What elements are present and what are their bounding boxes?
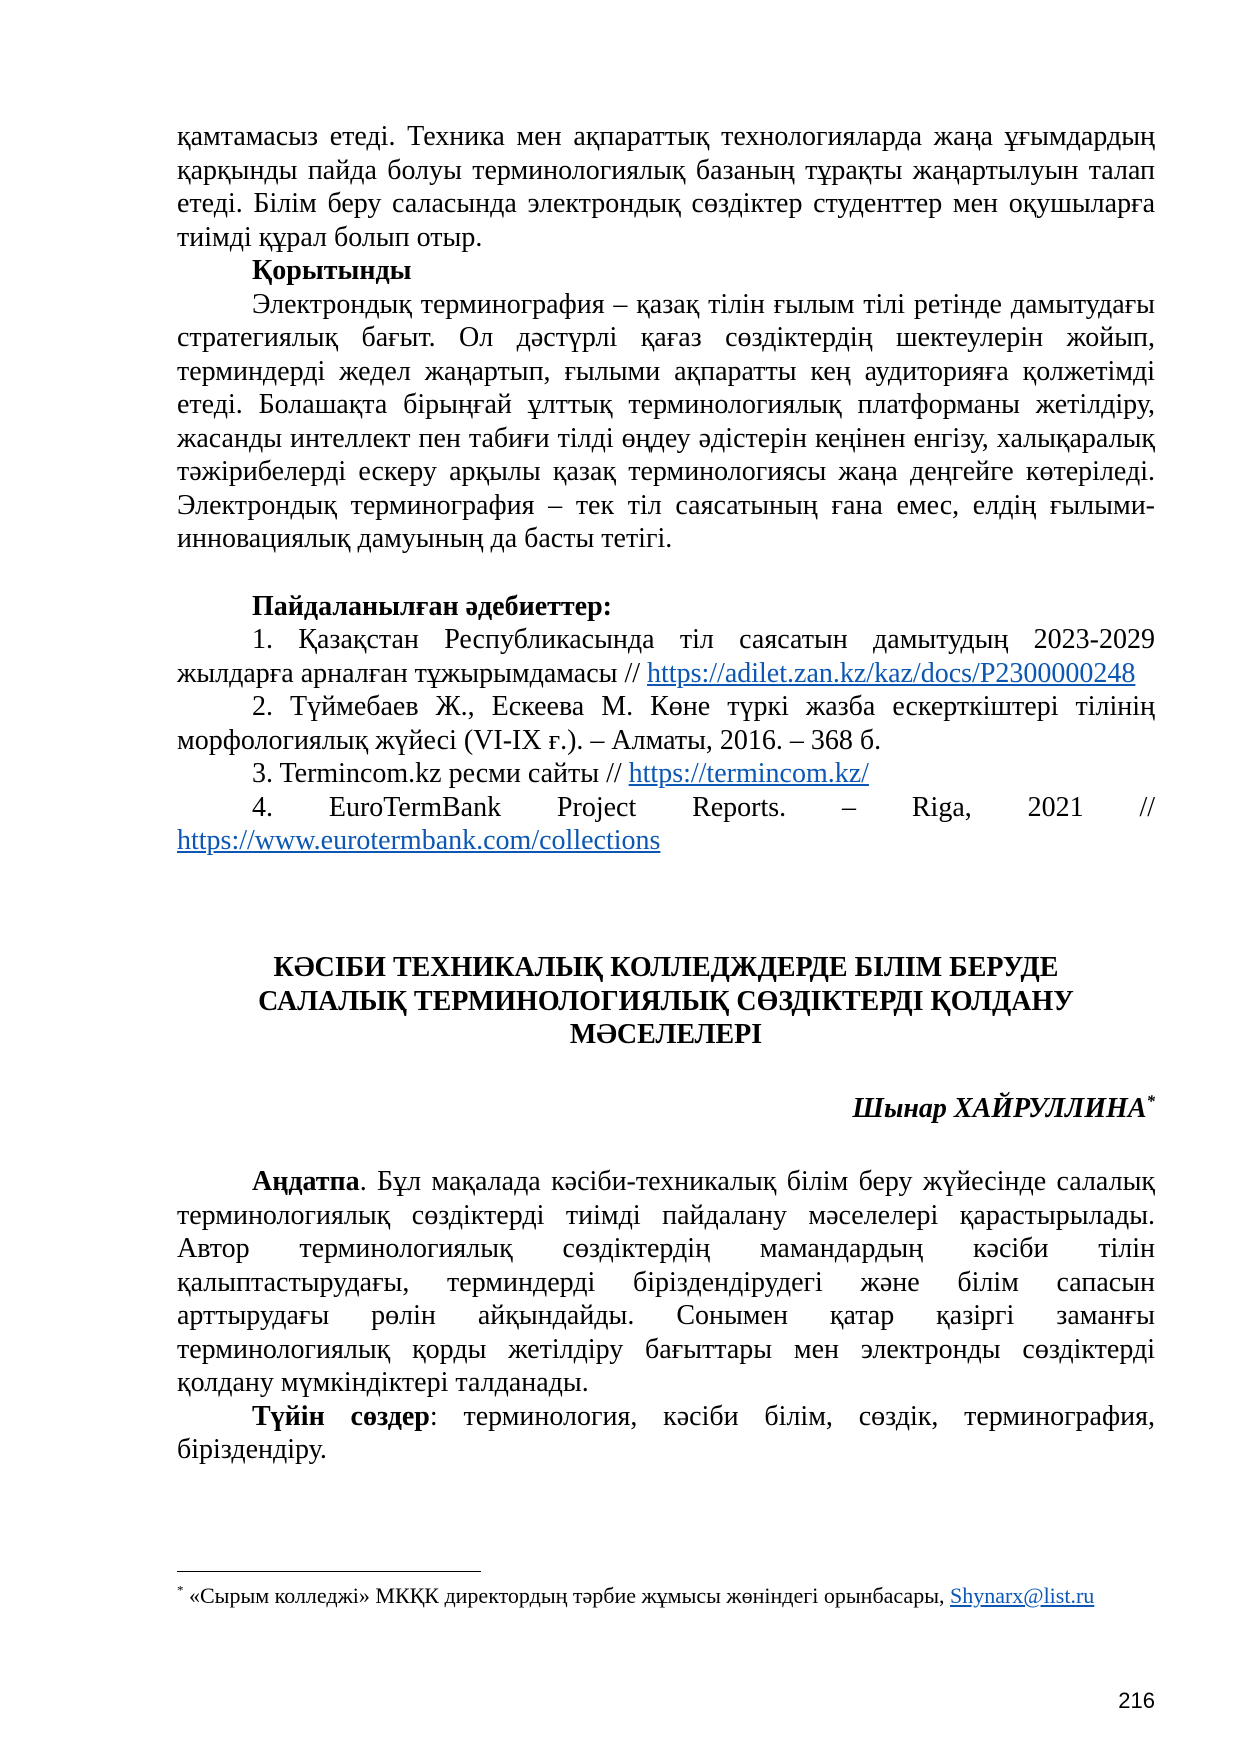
article-author (852, 1092, 1155, 1126)
author-footnote-mark: * (1146, 1091, 1155, 1111)
footnote-email-link[interactable]: Shynarx@list.ru (949, 1583, 1095, 1608)
references-heading: Пайдаланылған әдебиеттер: (252, 590, 612, 622)
abstract-label: Аңдатпа (252, 1166, 360, 1197)
reference-number: 2. (252, 691, 273, 722)
abstract-block (177, 1165, 1155, 1467)
reference-text: Түймебаев Ж., Ескеева М. Көне түркі жазба ескерткіштері тілінің морфологиялық жүйесі (VI-IX ғ.). – Алматы, 2016. – 368 б. (177, 691, 1156, 756)
footnote-text: «Сырым колледжі» МКҚК директордың тәрбие жұмысы жөніндегі орынбасары, (183, 1583, 945, 1608)
reference-number: 3. (252, 758, 273, 789)
author-name: Шынар ХАЙРУЛЛИНА (852, 1093, 1147, 1124)
article-title-line: САЛАЛЫҚ ТЕРМИНОЛОГИЯЛЫҚ СӨЗДІКТЕРДІ ҚОЛДАНУ (258, 985, 1074, 1017)
abstract-text: . Бұл мақалада кәсіби-техникалық білім беру жүйесінде салалық терминологиялық сөздіктерді тиімді пайдалану мәселелері қарастырылады. Автор терминологиялық сөздіктердің мамандардың кәсіби тілін қалыптастырудағы, терминдерді біріздендірудегі және білім сапасын арттырудағы рөлін айқындайды. Сонымен қатар қазіргі заманғы терминологиялық қорды жетілдіру бағыттары мен электронды сөздіктерді қолдану мүмкіндіктері талданады. (177, 1166, 1155, 1398)
article-title (177, 951, 1155, 1052)
reference-link[interactable]: https://adilet.zan.kz/kaz/docs/P2300000248 (647, 657, 1136, 689)
reference-item-4 (177, 791, 1155, 858)
footnote-separator (177, 1571, 481, 1572)
reference-number: 1. (252, 624, 273, 655)
reference-link[interactable]: https://termincom.kz/ (628, 758, 869, 789)
keywords-text: : терминология, кәсіби білім, сөздік, терминография, біріздендіру. (177, 1400, 1155, 1465)
upper-body (177, 120, 1155, 858)
reference-text: Termincom.kz ресми сайты // (279, 758, 622, 789)
conclusion-paragraph: Электрондық терминография – қазақ тілін ғылым тілі ретінде дамытудағы стратегиялық бағыт. Ол дәстүрлі қағаз сөздіктердің шектеулерін жойып, терминдерді жедел жаңартып, ғылыми ақпаратты кең аудиторияға қолжетімді етеді. Болашақта бірыңғай ұлттық терминологиялық платформаны жетілдіру, жасанды интеллект пен табиғи тілді өңдеу әдістерін кеңінен енгізу, халықаралық тәжірибелерді ескеру арқылы қазақ терминологиясы жаңа деңгейге көтеріледі. Электрондық терминография – тек тіл саясатының ғана емес, елдің ғылыми-инновациялық дамуының да басты тетігі. (177, 288, 1155, 554)
reference-item-1 (177, 623, 1155, 690)
reference-text: EuroTermBank Project Reports. – Riga, 2021 // (328, 791, 1156, 823)
reference-number: 4. (252, 791, 273, 823)
reference-link[interactable]: https://www.eurotermbank.com/collections (177, 825, 661, 856)
keywords-paragraph (177, 1400, 1155, 1467)
article-title-line: КӘСІБИ ТЕХНИКАЛЫҚ КОЛЛЕДЖДЕРДЕ БІЛІМ БЕРУДЕ (273, 952, 1059, 983)
article-title-line: МӘСЕЛЕЛЕРІ (569, 1019, 763, 1050)
reference-text: Қазақстан Республикасында тіл саясатын дамытудың 2023-2029 жылдарға арналған тұжырымдамасы // (177, 624, 1155, 689)
conclusion-heading: Қорытынды (252, 255, 412, 286)
footnote-mark: * (177, 1582, 184, 1598)
footnote (177, 1582, 1155, 1610)
reference-item-3 (177, 757, 1155, 791)
footnote-paragraph (177, 1582, 1155, 1610)
abstract-paragraph (177, 1165, 1155, 1400)
reference-item-2 (177, 690, 1155, 757)
page-number: 216 (1118, 1688, 1155, 1713)
continuation-paragraph: қамтамасыз етеді. Техника мен ақпараттық технологияларда жаңа ұғымдардың қарқынды пайда болуы терминологиялық базаның тұрақты жаңартылуын талап етеді. Білім беру саласында электрондық сөздіктер студенттер мен оқушыларға тиімді құрал болып отыр. (177, 121, 1155, 253)
keywords-label: Түйін сөздер (252, 1400, 430, 1432)
